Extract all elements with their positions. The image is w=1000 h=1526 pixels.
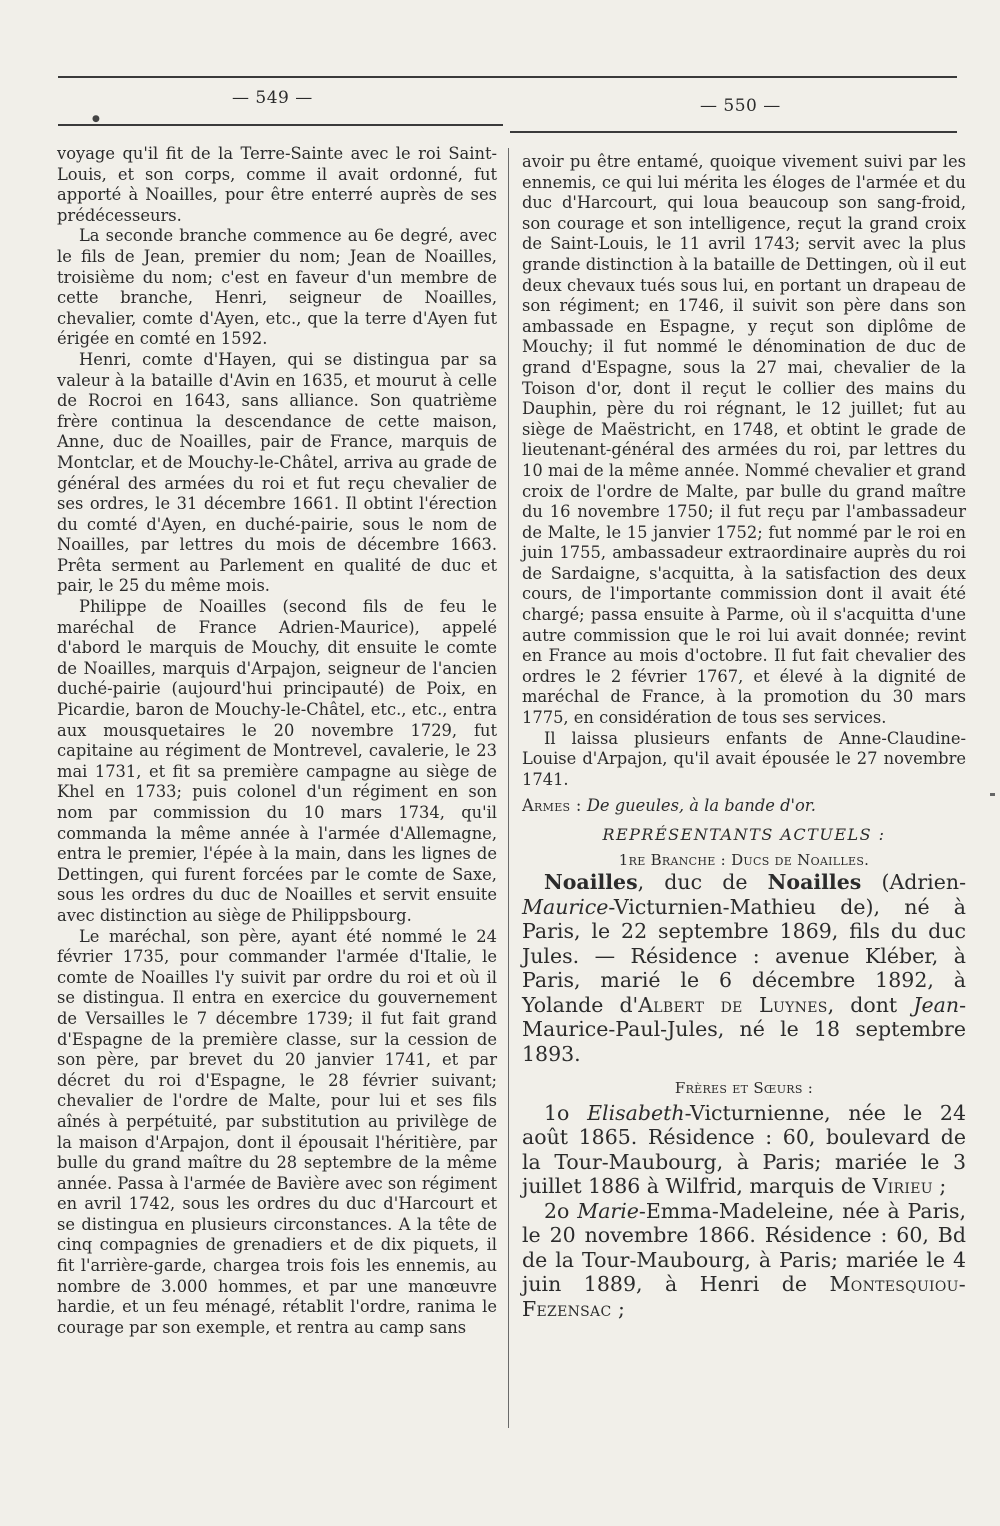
paragraph: La seconde branche commence au 6e degré, avec le fils de Jean, premier du nom; Jean de Noailles, troisième du nom; c'est en faveur d'un membre de cette branche, Henri, seigneur de Noailles, chevalier, comte d'Ayen, etc., que la terre d'Ayen fut érigée en comté en 1592. xyxy=(57,226,497,349)
child-name: Jean xyxy=(913,992,960,1017)
representatives-heading: REPRÉSENTANTS ACTUELS : xyxy=(602,825,886,844)
sibling-name: Marie xyxy=(577,1198,639,1223)
paragraph: Henri, comte d'Hayen, qui se distingua par sa valeur à la bataille d'Avin en 1635, et mourut à celle de Rocroi en 1643, sans alliance. Son quatrième frère continua la descendance de cette maison, Anne, duc de Noailles, pair de France, marquis de Montclar, et de Mouchy-le-Châtel, arriva au grade de général des armées du roi et fut reçu chevalier de ses ordres, le 31 décembre 1661. Il obtint l'érection du comté d'Ayen, en duché-pairie, sous le nom de Noailles, par lettres du mois de décembre 1663. Prêta serment au Parlement en qualité de duc et pair, le 25 du même mois. xyxy=(57,349,497,596)
arms-text: De gueules, à la bande d'or. xyxy=(586,796,816,816)
sibling-text: ; xyxy=(932,1174,947,1199)
sibling-name: Elisabeth xyxy=(587,1100,685,1125)
entry-text: , duc de xyxy=(637,870,768,895)
entry-name-2: Noailles xyxy=(767,870,862,895)
family-heading: Frères et Sœurs : xyxy=(674,1079,814,1098)
paragraph: Il laissa plusieurs enfants de Anne-Claudine-Louise d'Arpajon, qu'il avait épousée le 27 novembre 1741. xyxy=(522,728,966,789)
top-rule xyxy=(58,76,957,78)
left-column xyxy=(57,144,497,1338)
sibling-entry xyxy=(522,1199,966,1322)
paragraph: voyage qu'il fit de la Terre-Sainte avec le roi Saint-Louis, et son corps, comme il avait ordonné, fut apporté à Noailles, pour être enterré auprès de ses prédécesseurs. xyxy=(57,144,497,225)
right-column xyxy=(522,152,966,1321)
entry-text: , dont xyxy=(827,992,914,1017)
entry-paragraph xyxy=(522,870,966,1066)
page-number-left: — 549 — xyxy=(232,88,313,108)
right-header-rule xyxy=(510,131,957,133)
spouse-name: Albert de Luynes xyxy=(638,992,828,1017)
printer-mark: ● xyxy=(92,114,100,124)
sibling-number: 2o xyxy=(544,1198,578,1223)
column-divider xyxy=(508,148,509,1428)
arms-label: Armes : xyxy=(522,796,582,816)
page-number-right: — 550 — xyxy=(700,96,781,116)
paragraph: Le maréchal, son père, ayant été nommé le 24 février 1735, pour commander l'armée d'Italie, le comte de Noailles l'y suivit par ordre du roi et où il se distingua. Il entra en exercice du gouvernement de Versailles le 7 décembre 1739; il fut fait grand d'Espagne de la première classe, sur la cession de son père, par brevet du 20 janvier 1741, et par décret du roi d'Espagne, le 28 février suivant; chevalier de l'ordre de Malte, pour lui et ses fils aînés à perpétuité, par substitution au privilège de la maison d'Arpajon, dont il épousait l'héritière, par bulle du grand maître du 28 septembre de la même année. Passa à l'armée de Bavière avec son régiment en avril 1742, sous les ordres du duc d'Harcourt et se distingua en plusieurs circonstances. A la tête de cinq compagnies de grenadiers et de dix piquets, il fit l'arrière-garde, chargea trois fois les ennemis, au nombre de 3.000 hommes, et par une manœuvre hardie, et un feu ménagé, rétablit l'ordre, ranima le courage par son exemple, et rentra au camp sans xyxy=(57,926,497,1337)
sibling-text: -Victurnienne, née le 24 août 1865. Résidence : 60, boulevard de la Tour-Maubourg, à Paris; mariée le 3 juillet 1886 à Wilfrid, marquis de xyxy=(522,1100,966,1199)
sibling-entry xyxy=(522,1101,966,1199)
left-header-rule xyxy=(58,124,503,126)
sibling-text: ; xyxy=(611,1296,625,1321)
margin-mark xyxy=(990,793,995,796)
paragraph: avoir pu être entamé, quoique vivement suivi par les ennemis, ce qui lui mérita les éloges de l'armée et du duc d'Harcourt, qui loua beaucoup son sang-froid, son courage et son intelligence, reçut la grand croix de Saint-Louis, le 11 avril 1743; servit avec la plus grande distinction à la bataille de Dettingen, où il eut deux chevaux tués sous lui, en portant un drapeau de son régiment; en 1746, il suivit son père dans son ambassade en Espagne, y reçut son diplôme de Mouchy; il fut nommé le dénomination de duc de grand d'Espagne, sous la 27 mai, chevalier de la Toison d'or, dont il reçut le collier des mains du Dauphin, père du roi régnant, le 12 juillet; fut au siège de Maëstricht, en 1748, et obtint le grade de lieutenant-général des armées du roi, par lettres du 10 mai de la même année. Nommé chevalier et grand croix de l'ordre de Malte, par bulle du grand maître du 16 novembre 1750; il fut reçu par l'ambassadeur de Malte, le 15 janvier 1752; fut nommé par le roi en juin 1755, ambassadeur extraordinaire auprès du roi de Sardaigne, s'acquitta, à la satisfaction des deux cours, de l'importante commission dont il avait été chargé; passa ensuite à Parme, où il s'acquitta d'une autre commission que le roi lui avait donnée; revint en France au mois d'octobre. Il fut fait chevalier des ordres le 2 février 1767, et élevé à la dignité de maréchal de France, à la promotion du 30 mars 1775, en considération de tous ses services. xyxy=(522,152,966,728)
sibling-text: -Emma-Madeleine, née à Paris, le 20 novembre 1866. Résidence : 60, Bd de la Tour-Maubourg, à Paris; mariée le 4 juin 1889, à Henri de xyxy=(522,1198,966,1297)
entry-text: (Adrien- xyxy=(861,870,966,895)
paragraph: Philippe de Noailles (second fils de feu le maréchal de France Adrien-Maurice), appelé d'abord le marquis de Mouchy, dit ensuite le comte de Noailles, marquis d'Arpajon, seigneur de l'ancien duché-pairie (aujourd'hui principauté) de Poix, en Picardie, baron de Mouchy-le-Châtel, etc., etc., entra aux mousquetaires le 20 novembre 1729, fut capitaine au régiment de Montrevel, cavalerie, le 23 mai 1731, et fit sa première campagne au siège de Khel en 1733; puis colonel d'un régiment en son nom par commission du 10 mars 1734, qu'il commanda la même année à l'armée d'Allemagne, entra le premier, l'épée à la main, dans les lignes de Dettingen, qui furent forcées par le comte de Saxe, sous les ordres du duc de Noailles et servit ensuite avec distinction au siège de Philippsbourg. xyxy=(57,597,497,925)
entry-text: -Victurnien-Mathieu de), né à Paris, le 22 septembre 1869, fils du duc Jules. — Résidence : avenue Kléber, à Paris, marié le 6 décembre 1892, à Yolande d' xyxy=(522,894,966,1017)
spouse-name: Virieu xyxy=(872,1174,933,1199)
spouse-name: Montesquiou-Fezensac xyxy=(522,1272,966,1321)
sibling-number: 1o xyxy=(544,1100,588,1125)
entry-text: -Maurice-Paul-Jules, né le 18 septembre 1893. xyxy=(522,992,966,1066)
arms-line xyxy=(522,796,966,817)
main-entry xyxy=(522,870,966,1321)
entry-name: Noailles xyxy=(544,870,638,895)
branch-heading: 1re Branche : Ducs de Noailles. xyxy=(618,850,870,869)
entry-given-name: Maurice xyxy=(522,894,609,919)
